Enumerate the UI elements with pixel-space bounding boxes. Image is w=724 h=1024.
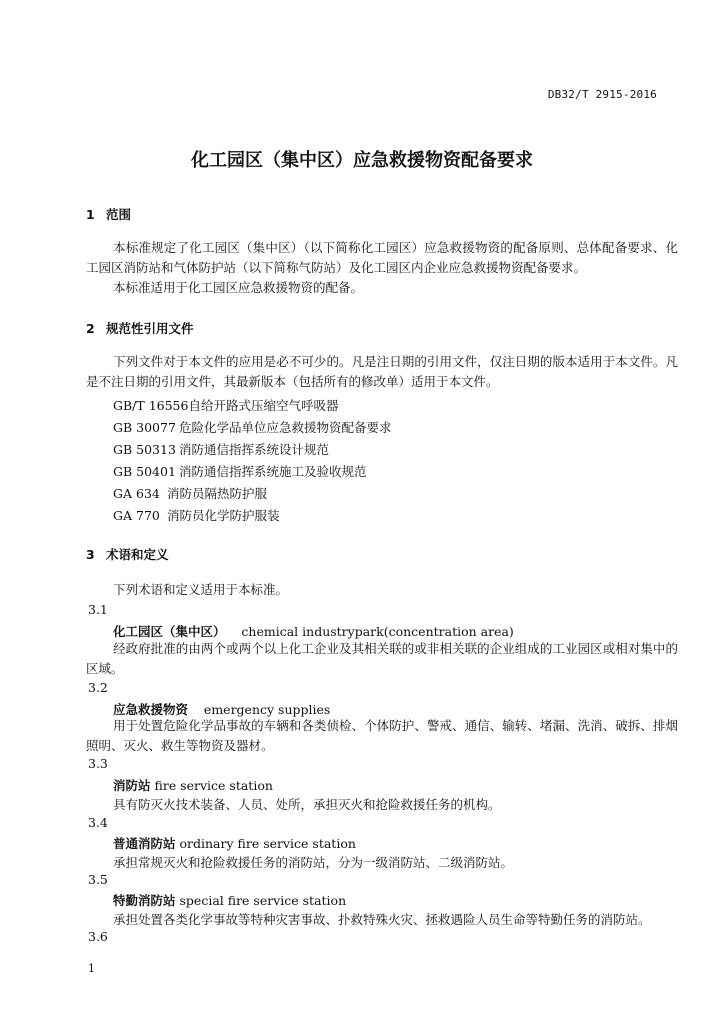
term-name: 消防站 xyxy=(113,778,151,793)
term-english: chemical industrypark(concentration area) xyxy=(241,624,514,639)
section-3-heading xyxy=(86,545,169,563)
term-name: 化工园区（集中区） xyxy=(113,624,226,639)
reference-code: GB 30077 xyxy=(113,420,176,435)
reference-code: GB 50401 xyxy=(113,464,176,479)
term-name: 应急救援物资 xyxy=(113,702,189,717)
scope-applicability-paragraph: 本标准适用于化工园区应急救援物资的配备。 xyxy=(113,280,364,295)
term-number: 3.5 xyxy=(88,872,108,887)
reference-code: GB/T 16556 xyxy=(113,398,189,413)
term-entry xyxy=(113,622,514,640)
term-english: special fire service station xyxy=(179,893,347,908)
reference-title: 消防通信指挥系统设计规范 xyxy=(179,442,330,457)
section-1-heading xyxy=(86,205,131,223)
standard-number: DB32/T 2915-2016 xyxy=(547,88,657,101)
section-number: 3 xyxy=(86,547,95,562)
term-definition: 承担常规灭火和抢险救援任务的消防站，分为一级消防站、二级消防站。 xyxy=(113,855,514,870)
reference-title: 危险化学品单位应急救援物资配备要求 xyxy=(179,420,392,435)
term-name: 特勤消防站 xyxy=(113,893,176,908)
term-definition: 具有防灭火技术装备、人员、处所，承担灭火和抢险救援任务的机构。 xyxy=(113,797,501,812)
section-title: 范围 xyxy=(106,207,132,222)
normative-references-paragraph: 下列文件对于本文件的应用是必不可少的。凡是注日期的引用文件，仅注日期的版本适用于本文件。凡是不注日期的引用文件，其最新版本（包括所有的修改单）适用于本文件。 xyxy=(86,354,678,389)
section-number: 1 xyxy=(86,207,95,222)
term-definition: 经政府批准的由两个或两个以上化工企业及其相关联的或非相关联的企业组成的工业园区或相对集中的区域。 xyxy=(86,641,678,676)
reference-title: 自给开路式压缩空气呼吸器 xyxy=(188,398,339,413)
term-number: 3.1 xyxy=(88,602,108,617)
term-number: 3.6 xyxy=(88,929,108,944)
term-definition: 承担处置各类化学事故等特种灾害事故、扑救特殊火灾、拯救遇险人员生命等特勤任务的消防站。 xyxy=(113,912,651,927)
page-number: 1 xyxy=(88,962,95,975)
term-english: fire service station xyxy=(154,778,273,793)
term-name: 普通消防站 xyxy=(113,836,176,851)
reference-item xyxy=(113,418,392,436)
reference-title: 消防员化学防护服装 xyxy=(167,508,280,523)
reference-code: GB 50313 xyxy=(113,442,176,457)
reference-code: GA 770 xyxy=(113,508,160,523)
terms-intro: 下列术语和定义适用于本标准。 xyxy=(113,582,289,597)
term-number: 3.2 xyxy=(88,680,108,695)
term-number: 3.4 xyxy=(88,815,108,830)
reference-item xyxy=(113,440,329,458)
term-entry xyxy=(113,776,273,794)
section-number: 2 xyxy=(86,321,95,336)
term-entry xyxy=(113,834,356,852)
section-title: 术语和定义 xyxy=(106,547,169,562)
reference-item xyxy=(113,462,367,480)
term-english: ordinary fire service station xyxy=(179,836,356,851)
scope-paragraph: 本标准规定了化工园区（集中区）（以下简称化工园区）应急救援物资的配备原则、总体配备要求、化工园区消防站和气体防护站（以下简称气防站）及化工园区内企业应急救援物资配备要求。 xyxy=(86,240,678,275)
reference-item xyxy=(113,396,338,414)
term-definition: 用于处置危险化学品事故的车辆和各类侦检、个体防护、警戒、通信、输转、堵漏、洗消、破拆、排烟照明、灭火、救生等物资及器材。 xyxy=(86,718,678,753)
term-entry xyxy=(113,891,346,909)
reference-title: 消防通信指挥系统施工及验收规范 xyxy=(179,464,367,479)
term-english: emergency supplies xyxy=(203,702,331,717)
section-2-heading xyxy=(86,319,194,337)
term-number: 3.3 xyxy=(88,756,108,771)
reference-item xyxy=(113,484,267,502)
reference-item xyxy=(113,506,280,524)
document-title: 化工园区（集中区）应急救援物资配备要求 xyxy=(191,150,533,171)
reference-code: GA 634 xyxy=(113,486,160,501)
reference-title: 消防员隔热防护服 xyxy=(167,486,268,501)
section-title: 规范性引用文件 xyxy=(106,321,194,336)
